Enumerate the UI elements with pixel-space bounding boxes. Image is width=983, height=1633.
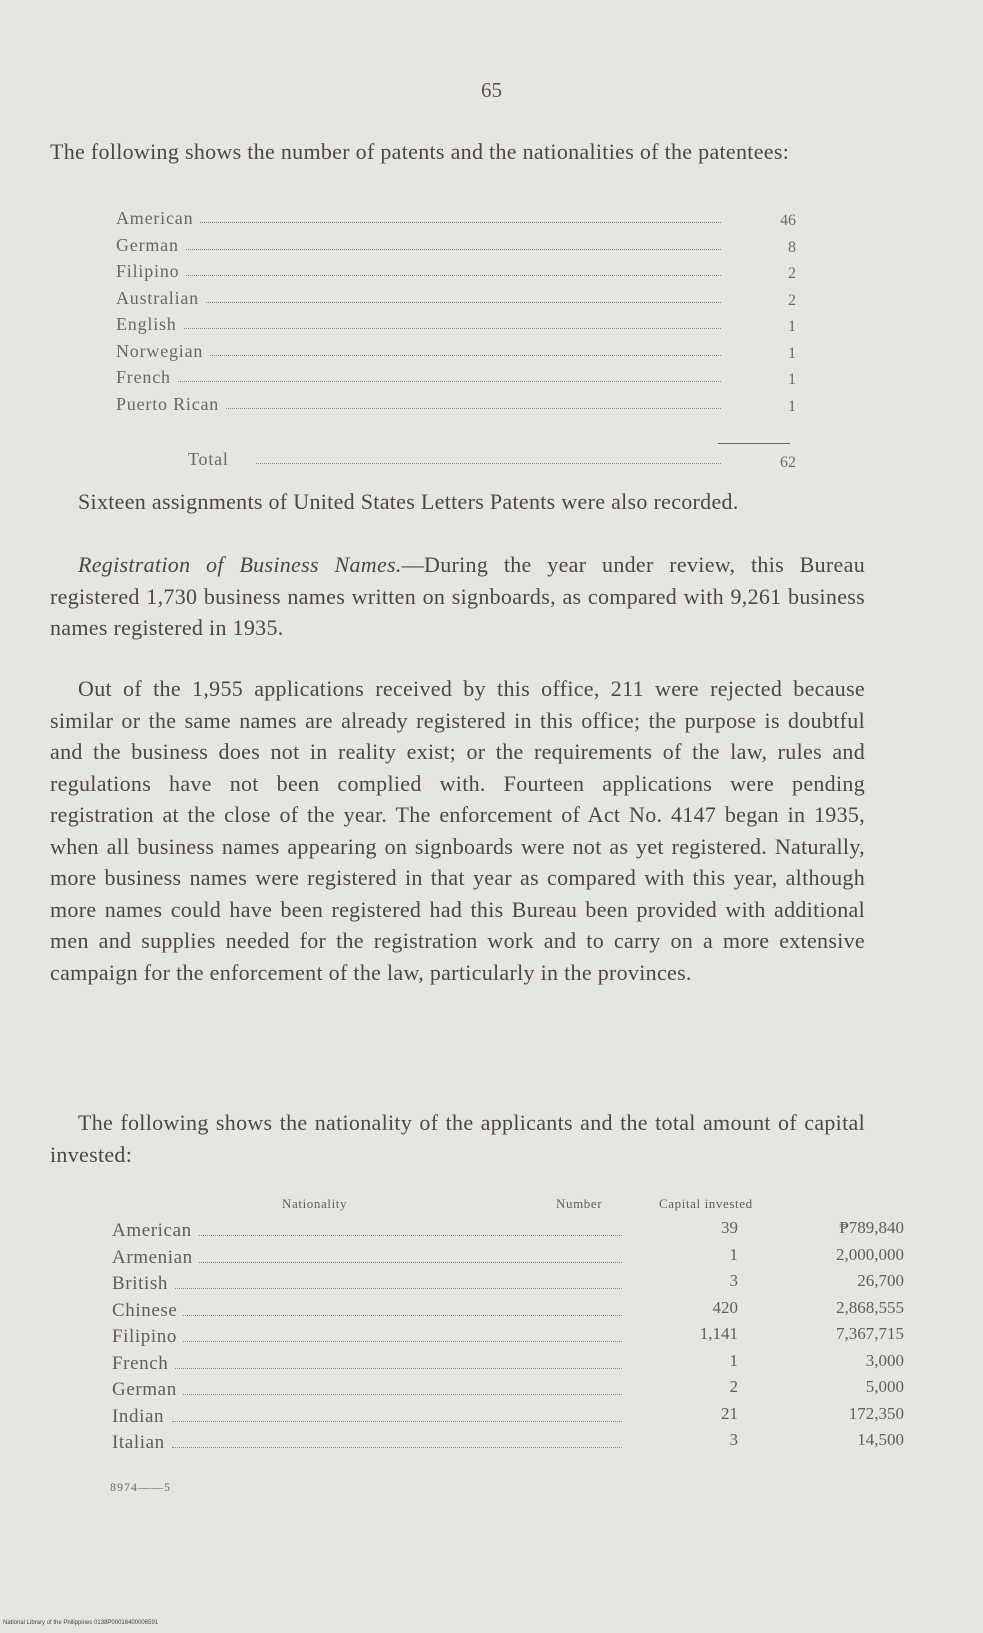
header-number: Number xyxy=(556,1196,603,1211)
row-capital: 7,367,715 xyxy=(836,1324,904,1343)
page-number: 65 xyxy=(481,78,502,102)
applications-paragraph xyxy=(50,673,865,988)
row-capital: 14,500 xyxy=(857,1430,904,1449)
capital-table-header xyxy=(112,1196,792,1218)
row-number: 1 xyxy=(729,1350,738,1370)
patents-total-row xyxy=(116,449,796,475)
table-row xyxy=(112,1244,904,1272)
patent-nationality: German xyxy=(116,235,185,256)
leader-dots xyxy=(176,381,721,382)
row-capital: 2,868,555 xyxy=(836,1297,904,1317)
row-nationality: French xyxy=(112,1353,174,1375)
patent-count: 1 xyxy=(788,344,796,362)
patents-table xyxy=(116,208,796,420)
leader-dots xyxy=(256,463,721,464)
signature-mark: 8974——5 xyxy=(110,1480,171,1494)
archive-footer-note: National Library of the Philippines 0138P00016400006591 xyxy=(3,1620,159,1626)
registration-heading: Registration of Business Names. xyxy=(78,552,402,577)
row-nationality: American xyxy=(112,1220,198,1242)
leader-dots xyxy=(172,1315,622,1316)
table-row xyxy=(112,1297,904,1325)
patent-count: 8 xyxy=(788,238,796,256)
leader-dots xyxy=(176,355,721,356)
table-row xyxy=(116,314,796,341)
patent-count: 1 xyxy=(788,371,796,388)
table-row xyxy=(112,1430,904,1457)
row-nationality: Armenian xyxy=(112,1247,199,1269)
table-row xyxy=(112,1377,904,1404)
table-row xyxy=(116,235,796,262)
capital-intro-paragraph xyxy=(50,1107,865,1170)
table-row xyxy=(112,1350,904,1378)
patents-intro-paragraph: The following shows the number of patents and the nationalities of the patentees: xyxy=(50,139,790,164)
assignments-text: Sixteen assignments of United States Letters Patents were also recorded. xyxy=(78,489,739,514)
table-row xyxy=(112,1403,904,1431)
patent-nationality: Filipino xyxy=(116,261,185,282)
registration-text: —During the year under review, this Bureau registered 1,730 business names written on signboards, as compared with 9,261 business names registered in 1935. xyxy=(50,552,865,640)
total-label: Total xyxy=(188,449,235,470)
patent-count: 1 xyxy=(788,318,796,335)
patent-nationality: Norwegian xyxy=(116,341,209,362)
row-number: 39 xyxy=(721,1218,738,1237)
patent-count: 1 xyxy=(788,397,796,415)
patent-nationality: Australian xyxy=(116,288,205,309)
capital-intro-text: The following shows the nationality of the applicants and the total amount of capital invested: xyxy=(50,1110,865,1167)
leader-dots xyxy=(176,275,721,276)
row-number: 2 xyxy=(729,1377,738,1396)
patent-nationality: Puerto Rican xyxy=(116,394,225,415)
leader-dots xyxy=(172,1368,622,1369)
row-capital: 172,350 xyxy=(848,1403,904,1423)
leader-dots xyxy=(172,1235,622,1236)
patent-count: 46 xyxy=(780,212,796,229)
leader-dots xyxy=(176,408,721,409)
row-number: 1,141 xyxy=(699,1324,738,1343)
row-number: 21 xyxy=(721,1403,738,1423)
row-number: 3 xyxy=(729,1271,738,1290)
table-row xyxy=(112,1324,904,1351)
patent-nationality: English xyxy=(116,314,183,335)
leader-dots xyxy=(172,1262,622,1263)
capital-table-body xyxy=(112,1218,904,1457)
leader-dots xyxy=(172,1421,622,1422)
patent-count: 2 xyxy=(788,265,796,282)
table-row xyxy=(116,367,796,394)
row-capital: ₱789,840 xyxy=(839,1218,904,1237)
row-number: 420 xyxy=(712,1297,738,1317)
table-row xyxy=(116,261,796,288)
patent-nationality: French xyxy=(116,367,177,388)
registration-paragraph xyxy=(50,549,865,644)
leader-dots xyxy=(172,1341,622,1342)
leader-dots xyxy=(176,328,721,329)
leader-dots xyxy=(172,1288,622,1289)
leader-dots xyxy=(172,1447,622,1448)
row-capital: 5,000 xyxy=(865,1377,904,1396)
total-value: 62 xyxy=(780,454,796,471)
row-capital: 26,700 xyxy=(857,1271,904,1290)
leader-dots xyxy=(176,249,721,250)
row-nationality: Chinese xyxy=(112,1300,183,1322)
patent-count: 2 xyxy=(788,291,796,309)
table-row xyxy=(112,1218,904,1245)
leader-dots xyxy=(172,1394,622,1395)
leader-dots xyxy=(176,302,721,303)
assignments-paragraph xyxy=(50,486,865,518)
row-nationality: Italian xyxy=(112,1432,171,1454)
row-capital: 3,000 xyxy=(865,1350,904,1370)
row-nationality: Indian xyxy=(112,1406,170,1428)
leader-dots xyxy=(176,222,721,223)
table-row xyxy=(112,1271,904,1298)
capital-table xyxy=(112,1196,904,1457)
row-nationality: Filipino xyxy=(112,1326,183,1348)
row-number: 3 xyxy=(729,1430,738,1449)
table-row xyxy=(116,341,796,368)
header-nationality: Nationality xyxy=(282,1196,348,1211)
table-row xyxy=(116,208,796,235)
row-nationality: German xyxy=(112,1379,183,1401)
patent-nationality: American xyxy=(116,208,199,229)
total-rule xyxy=(718,443,790,444)
table-row xyxy=(116,288,796,315)
row-capital: 2,000,000 xyxy=(836,1244,904,1264)
row-nationality: British xyxy=(112,1273,174,1295)
applications-text: Out of the 1,955 applications received by this office, 211 were rejected because similar or the same names are already registered in this office; the purpose is doubtful and the business does not in reality exist; or the requirements of the law, rules and regulations have not been complied with. Fourteen applications were pending registration at the close of the year. The enforcement of Act No. 4147 began in 1935, when all business names appearing on signboards were not as yet registered. Naturally, more business names were registered in that year as compared with this year, although more names could have been registered had this Bureau been provided with additional men and supplies needed for the registration work and to carry on a more extensive campaign for the enforcement of the law, particularly in the provinces. xyxy=(50,676,865,985)
table-row xyxy=(116,394,796,421)
row-number: 1 xyxy=(729,1244,738,1264)
header-capital: Capital invested xyxy=(659,1196,753,1211)
